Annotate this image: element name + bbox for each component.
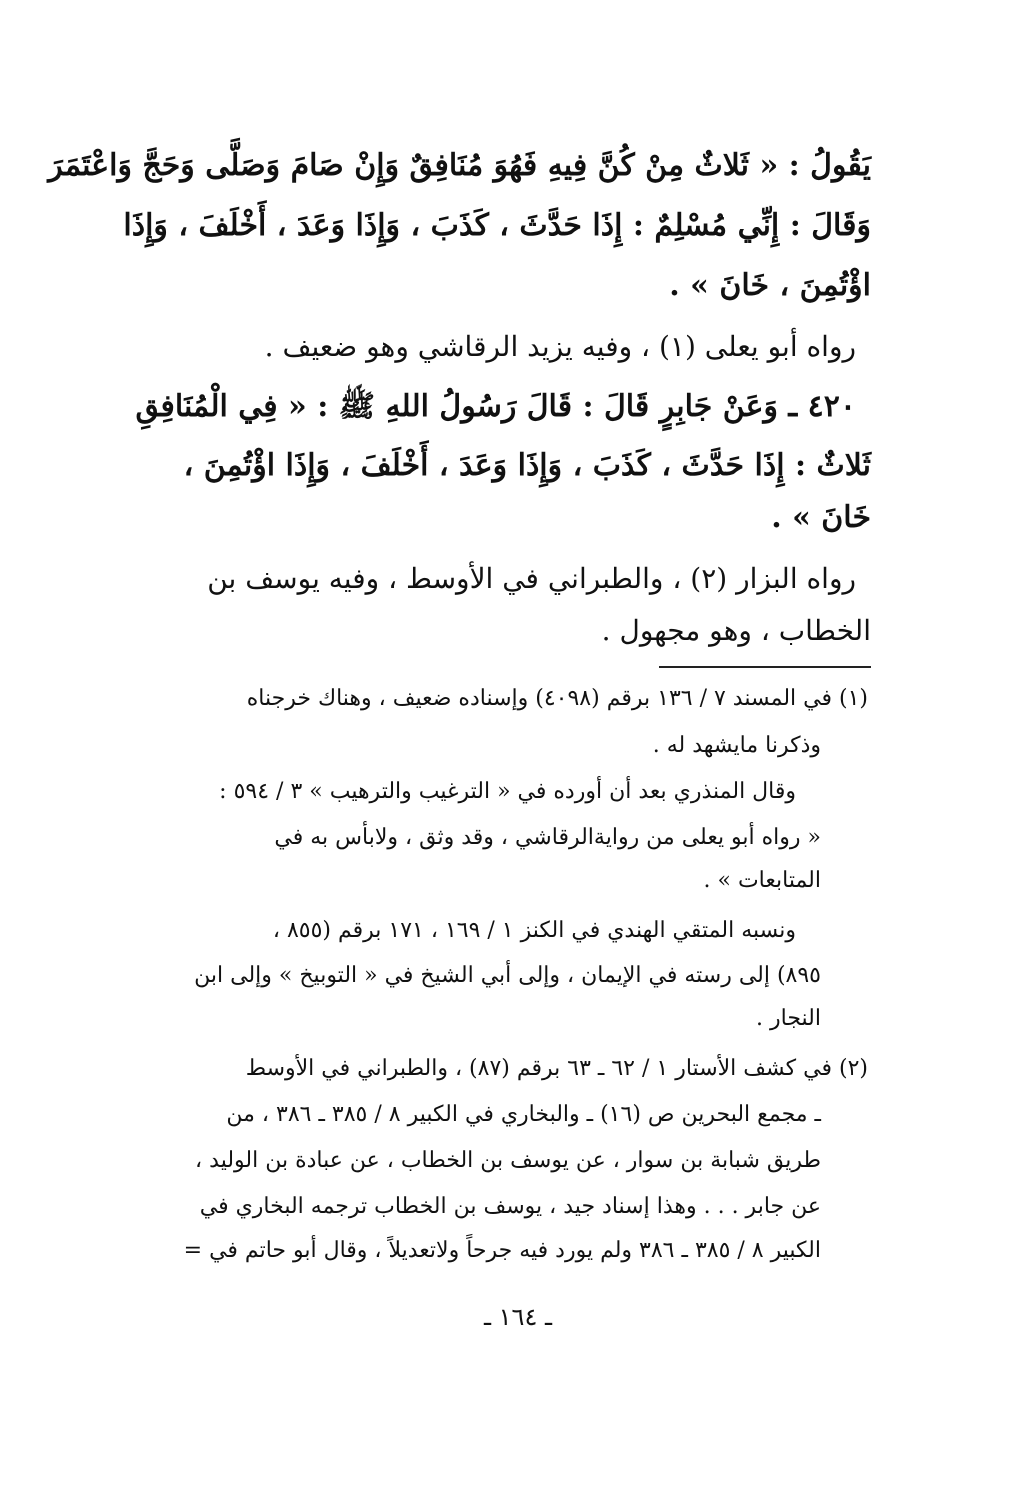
footnote-line: وذكرنا مايشهد له .	[652, 733, 821, 758]
footnote-line: المتابعات » .	[703, 868, 821, 893]
footnote-line: (١) في المسند ٧ / ١٣٦ برقم (٤٠٩٨) وإسناده ضعيف ، وهناك خرجناه	[246, 686, 868, 711]
page-number: ـ ١٦٤ ـ	[483, 1303, 552, 1331]
hadith-line: يَقُولُ : « ثَلاثٌ مِنْ كُنَّ فِيهِ فَهُوَ مُنَافِقٌ وَإِنْ صَامَ وَصَلَّى وَحَجَّ وَاعْتَمَرَ	[48, 148, 871, 183]
footnote-line: الكبير ٨ / ٣٨٥ ـ ٣٨٦ ولم يورد فيه جرحاً ولاتعديلاً ، وقال أبو حاتم في =	[183, 1238, 821, 1263]
footnote-line: ونسبه المتقي الهندي في الكنز ١ / ١٦٩ ، ١٧١ برقم (٨٥٥ ،	[272, 918, 796, 943]
hadith-line: وَقَالَ : إِنِّي مُسْلِمٌ : إِذَا حَدَّثَ ، كَذَبَ ، وَإِذَا وَعَدَ ، أَخْلَفَ ، وَإِذَا	[123, 208, 871, 243]
hadith-420-line: خَانَ » .	[771, 500, 871, 535]
footnote-line: النجار .	[756, 1006, 821, 1031]
footnote-line: ـ مجمع البحرين ص (١٦) ـ والبخاري في الكبير ٨ / ٣٨٥ ـ ٣٨٦ ، من	[226, 1102, 821, 1127]
hadith-420-line: ثَلاثٌ : إِذَا حَدَّثَ ، كَذَبَ ، وَإِذَا وَعَدَ ، أَخْلَفَ ، وَإِذَا اؤْتُمِنَ ،	[183, 448, 871, 483]
footnote-line: « رواه أبو يعلى من روايةالرقاشي ، وقد وثق ، ولابأس به في	[274, 825, 821, 850]
footnote-line: طريق شبابة بن سوار ، عن يوسف بن الخطاب ، عن عبادة بن الوليد ،	[195, 1148, 821, 1173]
footnote-line: ٨٩٥) إلى رسته في الإيمان ، وإلى أبي الشيخ في « التوبيخ » وإلى ابن	[194, 963, 821, 988]
footnote-separator	[659, 666, 871, 668]
narration-line: رواه البزار (٢) ، والطبراني في الأوسط ، وفيه يوسف بن	[207, 562, 856, 595]
narration-line: رواه أبو يعلى (١) ، وفيه يزيد الرقاشي وهو ضعيف .	[264, 330, 856, 363]
footnote-line: وقال المنذري بعد أن أورده في « الترغيب والترهيب » ٣ / ٥٩٤ :	[219, 779, 796, 804]
narration-line: الخطاب ، وهو مجهول .	[601, 614, 871, 647]
hadith-420-line: ٤٢٠ ـ وَعَنْ جَابِرٍ قَالَ : قَالَ رَسُولُ اللهِ ﷺ : « فِي الْمُنَافِقِ	[135, 389, 856, 424]
footnote-line: (٢) في كشف الأستار ١ / ٦٢ ـ ٦٣ برقم (٨٧) ، والطبراني في الأوسط	[245, 1056, 868, 1081]
footnote-line: عن جابر . . . وهذا إسناد جيد ، يوسف بن الخطاب ترجمه البخاري في	[199, 1194, 821, 1219]
hadith-line: اؤْتُمِنَ ، خَانَ » .	[669, 268, 871, 303]
